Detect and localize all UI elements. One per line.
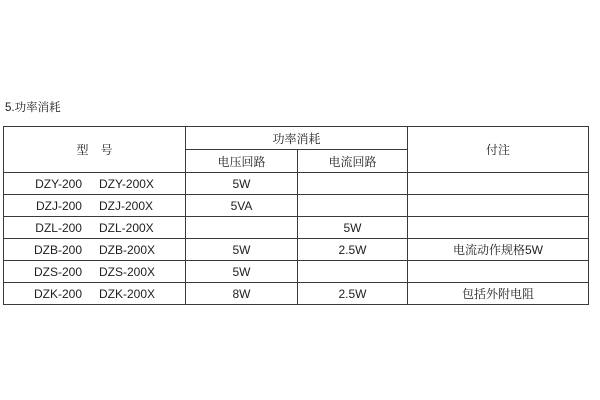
cell-voltage-loop: 8W bbox=[186, 283, 298, 305]
model-name-variant: DZB-200X bbox=[99, 242, 156, 257]
model-name-variant: DZK-200X bbox=[99, 286, 156, 301]
cell-note: 电流动作规格5W bbox=[408, 239, 589, 261]
header-voltage-loop: 电压回路 bbox=[186, 150, 298, 173]
table-row bbox=[4, 239, 589, 261]
header-model: 型 号 bbox=[4, 127, 186, 173]
table-row bbox=[4, 283, 589, 305]
cell-voltage-loop: 5VA bbox=[186, 195, 298, 217]
model-name-primary: DZK-200 bbox=[33, 286, 82, 301]
power-consumption-table bbox=[3, 126, 589, 305]
cell-model bbox=[4, 261, 186, 283]
cell-voltage-loop: 5W bbox=[186, 239, 298, 261]
model-name-variant: DZJ-200X bbox=[98, 198, 154, 213]
header-power-consumption: 功率消耗 bbox=[186, 127, 408, 150]
cell-current-loop bbox=[298, 173, 408, 195]
model-name-primary: DZB-200 bbox=[33, 242, 82, 257]
cell-note bbox=[408, 261, 589, 283]
cell-note bbox=[408, 173, 589, 195]
model-name-variant: DZL-200X bbox=[98, 220, 154, 235]
cell-note bbox=[408, 195, 589, 217]
section-title: 5.功率消耗 bbox=[5, 102, 61, 114]
cell-voltage-loop bbox=[186, 217, 298, 239]
model-name-primary: DZL-200 bbox=[35, 220, 82, 235]
header-current-loop: 电流回路 bbox=[298, 150, 408, 173]
model-name-variant: DZS-200X bbox=[99, 264, 156, 279]
cell-note: 包括外附电阻 bbox=[408, 283, 589, 305]
header-note: 付注 bbox=[408, 127, 589, 173]
header-row-top bbox=[4, 127, 589, 150]
cell-current-loop: 5W bbox=[298, 217, 408, 239]
cell-model bbox=[4, 239, 186, 261]
model-name-primary: DZJ-200 bbox=[35, 198, 82, 213]
model-name-variant: DZY-200X bbox=[99, 176, 154, 191]
table-row bbox=[4, 173, 589, 195]
cell-model bbox=[4, 283, 186, 305]
cell-current-loop: 2.5W bbox=[298, 283, 408, 305]
cell-current-loop bbox=[298, 195, 408, 217]
table-row bbox=[4, 195, 589, 217]
cell-voltage-loop: 5W bbox=[186, 261, 298, 283]
cell-voltage-loop: 5W bbox=[186, 173, 298, 195]
table-row bbox=[4, 261, 589, 283]
model-name-primary: DZS-200 bbox=[33, 264, 82, 279]
cell-model bbox=[4, 173, 186, 195]
table-row bbox=[4, 217, 589, 239]
cell-model bbox=[4, 217, 186, 239]
model-name-primary: DZY-200 bbox=[35, 176, 82, 191]
cell-current-loop: 2.5W bbox=[298, 239, 408, 261]
cell-current-loop bbox=[298, 261, 408, 283]
cell-model bbox=[4, 195, 186, 217]
cell-note bbox=[408, 217, 589, 239]
